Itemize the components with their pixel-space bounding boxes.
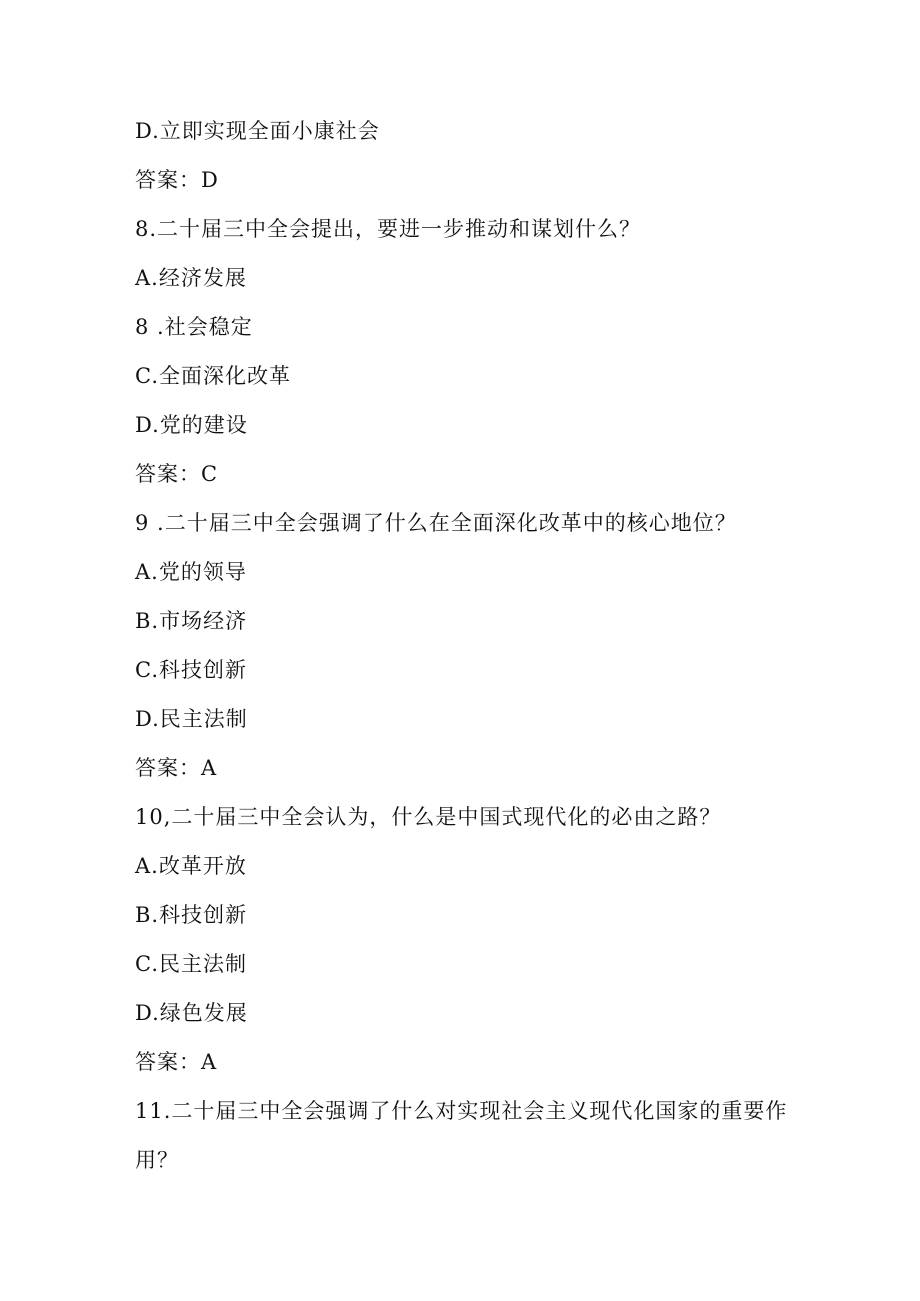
question-11-continued: 用？ [135,1148,179,1172]
option-a-q9: A.党的领导 [135,560,247,584]
option-d-q10: D.绿色发展 [135,1001,248,1025]
option-d-q8: D.党的建设 [135,413,248,437]
question-9: 9 .二十届三中全会强调了什么在全面深化改革中的核心地位？ [135,511,737,535]
answer-q7: 答案：D [135,168,219,192]
option-a-q8: A.经济发展 [135,266,247,290]
option-c-q10: C.民主法制 [135,952,247,976]
option-d-q9: D.民主法制 [135,707,248,731]
option-b-q10: B.科技创新 [135,903,248,927]
option-b-q9: B.市场经济 [135,609,248,633]
question-10: 10,二十届三中全会认为，什么是中国式现代化的必由之路？ [135,805,722,829]
answer-q8: 答案：C [135,462,219,486]
answer-q10: 答案：A [135,1050,218,1074]
option-d-q7: D.立即实现全面小康社会 [135,119,380,143]
option-c-q9: C.科技创新 [135,658,247,682]
option-a-q10: A.改革开放 [135,854,247,878]
option-c-q8: C.全面深化改革 [135,364,291,388]
question-11: 11.二十届三中全会强调了什么对实现社会主义现代化国家的重要作 [135,1099,788,1123]
answer-q9: 答案：A [135,756,218,780]
option-b-q8: 8 .社会稳定 [135,315,253,339]
question-8: 8.二十届三中全会提出，要进一步推动和谋划什么？ [135,217,642,241]
